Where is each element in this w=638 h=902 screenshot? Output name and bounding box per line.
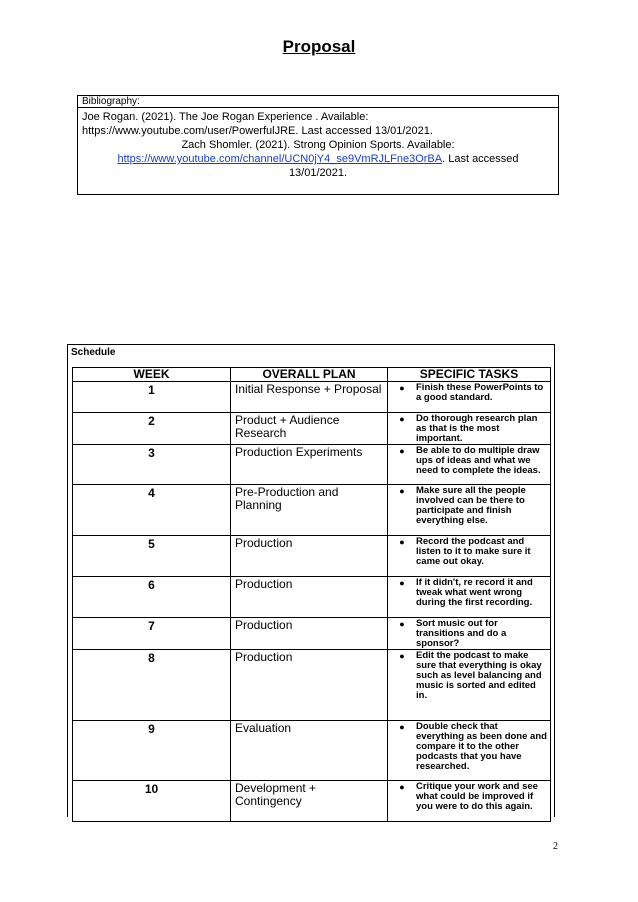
plan-cell: Pre-Production and Planning: [231, 485, 388, 536]
schedule-table: [72, 367, 551, 822]
plan-cell: Production Experiments: [231, 445, 388, 485]
column-header-tasks: SPECIFIC TASKS: [388, 368, 551, 382]
column-header-plan: OVERALL PLAN: [231, 368, 388, 382]
bullet-icon: ●: [399, 446, 405, 456]
week-cell: 5: [73, 536, 231, 577]
page-title: Proposal: [282, 37, 356, 56]
task-text: Edit the podcast to make sure that everything is okay such as level balancing and music is sorted and edited in.: [416, 650, 542, 701]
bibliography-box: [77, 95, 559, 195]
week-cell: 1: [73, 382, 231, 413]
task-cell: [388, 536, 551, 577]
table-row: [73, 650, 551, 721]
task-cell: [388, 618, 551, 650]
task-cell: [388, 445, 551, 485]
task-cell: [388, 485, 551, 536]
plan-cell: Production: [231, 650, 388, 721]
task-text: Double check that everything as been done and compare it to the other podcasts that you have researched.: [416, 721, 547, 772]
week-cell: 9: [73, 721, 231, 781]
table-row: [73, 721, 551, 781]
bullet-icon: ●: [399, 722, 405, 732]
task-text: Record the podcast and listen to it to make sure it came out okay.: [416, 536, 531, 567]
task-cell: [388, 382, 551, 413]
bullet-icon: ●: [399, 619, 405, 629]
plan-cell: Initial Response + Proposal: [231, 382, 388, 413]
table-row: [73, 445, 551, 485]
plan-cell: Product + Audience Research: [231, 413, 388, 445]
table-row: [73, 618, 551, 650]
task-cell: [388, 413, 551, 445]
table-row: [73, 485, 551, 536]
bullet-icon: ●: [399, 537, 405, 547]
task-text: Sort music out for transitions and do a sponsor?: [416, 618, 507, 649]
week-cell: 8: [73, 650, 231, 721]
bullet-icon: ●: [399, 383, 405, 393]
bib-entry2-link[interactable]: https://www.youtube.com/channel/UCN0jY4_se9VmRJLFne3OrBA: [117, 153, 443, 165]
task-cell: [388, 781, 551, 822]
bib-entry2-line2: [82, 152, 554, 166]
task-text: Critique your work and see what could be improved if you were to do this again.: [416, 781, 538, 812]
plan-cell: Production: [231, 577, 388, 618]
task-cell: [388, 577, 551, 618]
table-row: [73, 536, 551, 577]
schedule-heading: Schedule: [71, 347, 116, 358]
task-cell: [388, 650, 551, 721]
task-text: Do thorough research plan as that is the most important.: [416, 413, 538, 444]
week-cell: 7: [73, 618, 231, 650]
task-cell: [388, 721, 551, 781]
table-row: [73, 382, 551, 413]
bullet-icon: ●: [399, 414, 405, 424]
plan-cell: Production: [231, 618, 388, 650]
week-cell: 4: [73, 485, 231, 536]
bib-entry2-after: . Last accessed: [442, 153, 519, 165]
task-text: Make sure all the people involved can be there to participate and finish everything else.: [416, 485, 526, 526]
week-cell: 2: [73, 413, 231, 445]
table-row: [73, 577, 551, 618]
bibliography-heading: Bibliography:: [78, 96, 558, 108]
task-text: Finish these PowerPoints to a good standard.: [416, 382, 544, 403]
plan-cell: Development + Contingency: [231, 781, 388, 822]
table-row: [73, 413, 551, 445]
bib-entry2-line1: Zach Shomler. (2021). Strong Opinion Sports. Available:: [181, 139, 455, 151]
bibliography-body: [78, 108, 558, 182]
schedule-box: [67, 344, 555, 817]
week-cell: 10: [73, 781, 231, 822]
bullet-icon: ●: [399, 782, 405, 792]
bib-entry1-line1: Joe Rogan. (2021). The Joe Rogan Experience . Available:: [82, 111, 369, 123]
bib-entry2-line3: 13/01/2021.: [288, 167, 348, 179]
plan-cell: Production: [231, 536, 388, 577]
bullet-icon: ●: [399, 486, 405, 496]
column-header-week: WEEK: [73, 368, 231, 382]
table-row: [73, 781, 551, 822]
bullet-icon: ●: [399, 651, 405, 661]
plan-cell: Evaluation: [231, 721, 388, 781]
week-cell: 6: [73, 577, 231, 618]
bullet-icon: ●: [399, 578, 405, 588]
page-number: 2: [553, 841, 558, 852]
task-text: Be able to do multiple draw ups of ideas and what we need to complete the ideas.: [416, 445, 541, 476]
task-text: If it didn't, re record it and tweak what went wrong during the first recording.: [416, 577, 533, 608]
bib-entry1-line2: https://www.youtube.com/user/PowerfulJRE. Last accessed 13/01/2021.: [82, 125, 433, 137]
week-cell: 3: [73, 445, 231, 485]
